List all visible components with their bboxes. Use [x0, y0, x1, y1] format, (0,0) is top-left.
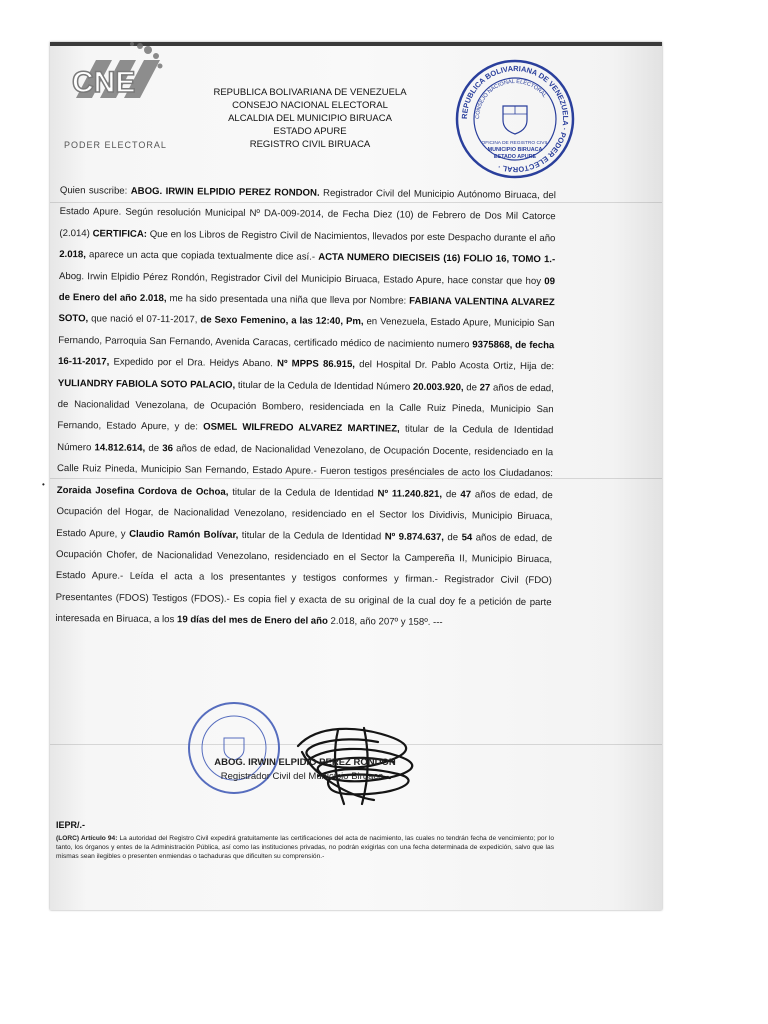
father-age: 36: [162, 442, 174, 455]
body-text: de: [441, 488, 461, 500]
svg-text:CONSEJO NACIONAL ELECTORAL: [475, 79, 547, 119]
footnote-label: (LORC) Artículo 94:: [56, 835, 118, 842]
body-text: Registrador Civil del Municipio Autónomo Biruaca, del Estado Apure. Según resolución Municipal Nº DA-009-2014, de Fecha Diez (10) de Febrero de Dos Mil Catorce (2.014): [59, 187, 556, 240]
registrar-name: ABOG. IRWIN ELPIDIO PEREZ RONDON.: [130, 185, 320, 199]
seal-center-line: ESTADO APURE: [493, 154, 537, 160]
body-text: me ha sido presentada una niña que lleva por Nombre:: [166, 293, 410, 307]
typist-initials: IEPR/.-: [56, 820, 86, 830]
heading-line: REPUBLICA BOLIVARIANA DE VENEZUELA: [213, 87, 407, 98]
body-text: de: [145, 442, 163, 454]
mpps-number: Nº MPPS 86.915,: [276, 358, 356, 371]
witness-1-name: Zoraida Josefina Cordova de Ochoa,: [56, 484, 229, 498]
heading-line: CONSEJO NACIONAL ELECTORAL: [232, 100, 388, 111]
body-text: Quien suscribe:: [59, 184, 131, 197]
body-text: Expedido por el Dra. Heidys Abano.: [109, 356, 278, 370]
witness-2-id: Nº 9.874.637,: [384, 530, 445, 543]
body-text: 2.018, año 207º y 158º. ---: [327, 615, 443, 629]
body-text: titular de la Cedula de Identidad Número: [235, 379, 413, 393]
margin-bullet: •: [42, 480, 45, 489]
witness-2-age: 54: [461, 531, 473, 543]
document-heading: [200, 86, 420, 151]
body-text: titular de la Cedula de Identidad: [228, 486, 378, 500]
cne-logo-icon: [66, 40, 166, 104]
body-text: titular de la Cedula de Identidad: [238, 529, 385, 542]
coat-of-arms-icon: [503, 106, 527, 134]
body-text: titular de la Cedula de Identidad Número: [57, 424, 554, 454]
child-name: FABIANA VALENTINA ALVAREZ SOTO,: [58, 295, 555, 325]
body-text: años de edad, de Ocupación del Hogar, de Nacionalidad Venezolano, residenciado en el Sector los Dividivis, Municipio Biruaca, Estado Apure, y: [56, 489, 553, 540]
issue-date: 19 días del mes de Enero del año: [176, 614, 328, 627]
heading-line: ESTADO APURE: [273, 126, 347, 137]
body-text: en Venezuela, Estado Apure, Municipio San Fernando, Parroquia San Fernando, Avenida Caracas, certificado médico de nacimiento numero: [58, 316, 555, 351]
body-text: años de edad, de Ocupación Chofer, de Nacionalidad Venezolano, residenciado en el Sector la Campereña II, Municipio Biruaca, Estado Apure.- Leída el acta a los presentantes y testigos conformes y firman.- Registrador Civil (FDO) Presentantes (FDOS) Testigos (FDOS).- Es copia fiel y exacta de su original de la cual doy fe a petición de parte interesada en Biruaca, a los: [55, 531, 553, 626]
witness-2-name: Claudio Ramón Bolívar,: [129, 528, 239, 541]
father-id: 14.812.614,: [94, 442, 146, 454]
mother-age: 27: [479, 382, 491, 394]
legal-footnote: [56, 834, 554, 861]
signatory-name: ABOG. IRWIN ELPIDIO PEREZ RONDON: [214, 757, 396, 768]
heading-line: REGISTRO CIVIL BIRUACA: [249, 139, 371, 150]
mother-name: YULIANDRY FABIOLA SOTO PALACIO,: [57, 377, 236, 391]
certificate-body: [55, 180, 556, 635]
witness-1-age: 47: [460, 488, 472, 501]
body-text: de: [463, 381, 480, 394]
seal-inner-text: CONSEJO NACIONAL ELECTORAL: [474, 78, 548, 120]
body-text: aparece un acta que copiada textualmente dice así.-: [85, 249, 319, 263]
heading-line: ALCALDIA DEL MUNICIPIO BIRUACA: [228, 113, 392, 124]
certifica-label: CERTIFICA:: [92, 228, 148, 240]
certificate-number: 9375868, de fecha 16-11-2017,: [58, 339, 555, 368]
logo-subtitle: PODER ELECTORAL: [64, 140, 167, 150]
seal-center-line: OFICINA DE REGISTRO CIVIL: [481, 141, 549, 146]
act-number: ACTA NUMERO DIECISEIS (16) FOLIO 16, TOMO 1.-: [318, 251, 556, 266]
seal-center-line: MUNICIPIO BIRUACA: [487, 147, 543, 153]
body-text: años de edad, de Nacionalidad Venezolano, de Ocupación Docente, residenciado en la Calle Ruiz Pineda, Municipio San Fernando, Estado Apure.- Fueron testigos presénciales de acto los Ciudadanos:: [56, 443, 554, 480]
presentation-date: 09 de Enero del año 2.018,: [58, 275, 556, 305]
witness-1-id: Nº 11.240.821,: [377, 488, 443, 500]
year: 2.018,: [59, 249, 86, 261]
logo-mark-text: CNE: [72, 66, 136, 99]
official-seal-stamp: [454, 58, 576, 180]
footnote-text: La autoridad del Registro Civil expedirá gratuitamente las certificaciones del acta de nacimiento, las cuales no tendrán fecha de vencimiento; por lo tanto, los órganos y entes de la Administración Pública, así como las instituciones privadas, no podrán exigirlas con una fecha determinada de expedición, salvo que las mismas sean ilegibles o presenten enmiendas o tachaduras que dificulten su comprensión.-: [56, 835, 554, 860]
cne-logo: [60, 40, 170, 150]
sex-and-time: de Sexo Femenino, a las 12:40, Pm,: [200, 314, 364, 328]
body-text: Abog. Irwin Elpidio Pérez Rondón, Registrador Civil del Municipio Biruaca, Estado Apure, hace constar que hoy: [58, 270, 545, 287]
father-name: OSMEL WILFREDO ALVAREZ MARTINEZ,: [203, 421, 400, 436]
mother-id: 20.003.920,: [412, 381, 464, 393]
body-text: años de edad, de Nacionalidad Venezolana, de Ocupación Bombero, residenciada en la Calle Ruiz Pineda, Municipio San Fernando, Estado Apure, y de:: [57, 382, 554, 433]
body-text: Que en los Libros de Registro Civil de Nacimientos, llevados por este Despacho durante el año: [146, 228, 556, 245]
body-text: que nació el 07-11-2017,: [88, 313, 201, 326]
signatory-title: Registrador Civil del Municipio Biruaca.-: [220, 771, 390, 782]
seal-ring-text: REPUBLICA BOLIVARIANA DE VENEZUELA · PODER ELECTORAL ·: [459, 63, 571, 175]
body-text: de: [443, 531, 462, 543]
body-text: del Hospital Dr. Pablo Acosta Ortiz, Hija de:: [354, 359, 555, 373]
